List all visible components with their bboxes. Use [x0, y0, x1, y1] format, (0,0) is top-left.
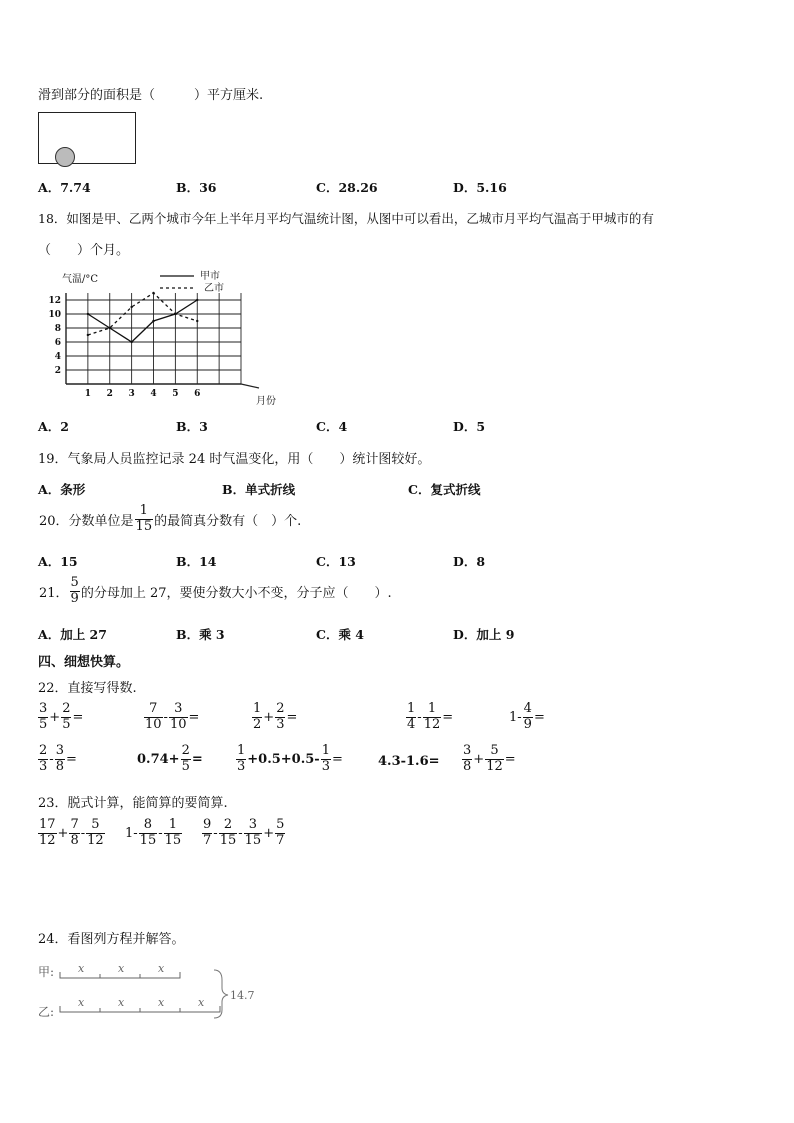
point-yi: [87, 334, 89, 336]
yi-x-3: x: [158, 996, 165, 1009]
yi-x-4: x: [198, 996, 205, 1009]
x-tick-label: 4: [150, 389, 157, 399]
q19-option-c[interactable]: C．复式折线: [408, 482, 481, 497]
total-label: 14.7: [230, 989, 255, 1002]
point-yi: [152, 292, 154, 294]
chart-grid: [66, 293, 259, 388]
q17-stem: 滑到部分的面积是（ ）平方厘米.: [38, 88, 264, 103]
q18-option-d[interactable]: D．5: [453, 419, 486, 434]
point-yi: [174, 313, 176, 315]
y-tick-label: 2: [54, 366, 61, 376]
legend-label-yi: 乙市: [204, 283, 224, 294]
q22-r1-e1: $\frac{3}{5}$ + $\frac{2}{5}$ =: [39, 701, 84, 732]
q18-option-c[interactable]: C．4: [316, 419, 348, 434]
label-jia: 甲:: [38, 965, 55, 979]
q23-e3: $\frac{9}{7}$ - $\frac{2}{15}$ - $\frac{3}{15}$ + $\frac{5}{7}$: [203, 817, 285, 848]
q21-option-c[interactable]: C．乘 4: [316, 627, 364, 642]
q23-e2: 1- $\frac{8}{15}$ - $\frac{1}{15}$: [125, 817, 182, 848]
q20-stem: 20．分数单位是 $\frac{1}{15}$ 的最简真分数有（ ）个.: [39, 503, 302, 534]
series-line-jia: [88, 300, 197, 342]
point-jia: [130, 341, 132, 343]
x-tick-label: 3: [128, 389, 135, 399]
q19-stem: 19．气象局人员监控记录 24 时气温变化，用（ ）统计图较好。: [38, 452, 431, 467]
x-tick-label: 5: [172, 389, 179, 399]
q24-title: 24．看图列方程并解答。: [38, 932, 185, 947]
point-jia: [152, 320, 154, 322]
q20-option-b[interactable]: B．14: [176, 554, 217, 569]
q18-temperature-chart: [44, 266, 284, 408]
q19-option-b[interactable]: B．单式折线: [222, 482, 296, 497]
q17-option-b[interactable]: B．36: [176, 180, 217, 195]
q22-r1-e3: $\frac{1}{2}$ + $\frac{2}{3}$ =: [253, 701, 298, 732]
q22-title: 22．直接写得数.: [38, 681, 137, 696]
total-brace: [214, 970, 228, 1018]
q22-r1-e5: 1- $\frac{4}{9}$ =: [509, 701, 545, 732]
x-tick-label: 2: [106, 389, 113, 399]
q20-option-d[interactable]: D．8: [453, 554, 486, 569]
q20-option-c[interactable]: C．13: [316, 554, 356, 569]
jia-x-1: x: [78, 962, 85, 975]
y-tick-label: 8: [54, 324, 61, 334]
x-tick-label: 6: [194, 389, 201, 399]
legend-label-jia: 甲市: [200, 271, 220, 282]
yi-x-1: x: [78, 996, 85, 1009]
x-tick-label: 1: [84, 389, 92, 399]
q17-option-d[interactable]: D．5.16: [453, 180, 507, 195]
y-tick-label: 10: [48, 310, 61, 320]
y-tick-label: 12: [48, 296, 61, 306]
q24-segment-diagram: [36, 958, 266, 1022]
y-tick-label: 6: [54, 338, 61, 348]
q23-title: 23．脱式计算，能简算的要简算.: [38, 796, 228, 811]
label-yi: 乙:: [38, 1005, 55, 1019]
q18-stem-line2: （ ）个月。: [38, 243, 130, 258]
q22-r1-e4: $\frac{1}{4}$ - $\frac{1}{12}$ =: [407, 701, 454, 732]
q18-option-a[interactable]: A．2: [38, 419, 69, 434]
q22-r2-e4: 4.3-1.6=: [378, 754, 440, 769]
point-yi: [196, 320, 198, 322]
q22-r2-e2: 0.74+ $\frac{2}{5}$ =: [137, 743, 203, 774]
q23-e1: $\frac{17}{12}$ + $\frac{7}{8}$ - $\frac{5}{12}$: [39, 817, 104, 848]
q22-r2-e1: $\frac{2}{3}$ - $\frac{3}{8}$ =: [39, 743, 77, 774]
section-heading: 四、细想快算。: [38, 655, 130, 670]
y-tick-label: 4: [54, 352, 61, 362]
q21-stem: 21． $\frac{5}{9}$ 的分母加上 27，要使分数大小不变，分子应（ ）.: [39, 575, 392, 606]
q22-r2-e5: $\frac{3}{8}$ + $\frac{5}{12}$ =: [463, 743, 516, 774]
q18-option-b[interactable]: B．3: [176, 419, 208, 434]
q17-circle-shape: [55, 147, 75, 167]
point-jia: [196, 299, 198, 301]
q17-option-c[interactable]: C．28.26: [316, 180, 378, 195]
jia-x-2: x: [118, 962, 125, 975]
q18-stem-line1: 18．如图是甲、乙两个城市今年上半年月平均气温统计图，从图中可以看出，乙城市月平均气温高于甲城市的有: [38, 211, 654, 226]
x-axis-line: [241, 384, 259, 388]
q21-option-a[interactable]: A．加上 27: [38, 627, 107, 642]
q20-option-a[interactable]: A．15: [38, 554, 78, 569]
chart-series: [87, 292, 199, 343]
chart-ylabel: 气温/°C: [62, 274, 99, 285]
q17-rectangle-figure: [38, 112, 136, 164]
q22-r1-e2: $\frac{7}{10}$ - $\frac{3}{10}$ =: [145, 701, 200, 732]
jia-x-3: x: [158, 962, 165, 975]
point-jia: [87, 313, 89, 315]
q19-option-a[interactable]: A．条形: [38, 482, 86, 497]
point-yi: [109, 327, 111, 329]
chart-xlabel: 月份: [256, 396, 276, 407]
q17-option-a[interactable]: A．7.74: [38, 180, 91, 195]
q21-option-b[interactable]: B．乘 3: [176, 627, 225, 642]
q21-option-d[interactable]: D．加上 9: [453, 627, 515, 642]
point-yi: [130, 306, 132, 308]
q22-r2-e3: $\frac{1}{3}$ +0.5+0.5- $\frac{1}{3}$ =: [237, 743, 343, 774]
yi-x-2: x: [118, 996, 125, 1009]
